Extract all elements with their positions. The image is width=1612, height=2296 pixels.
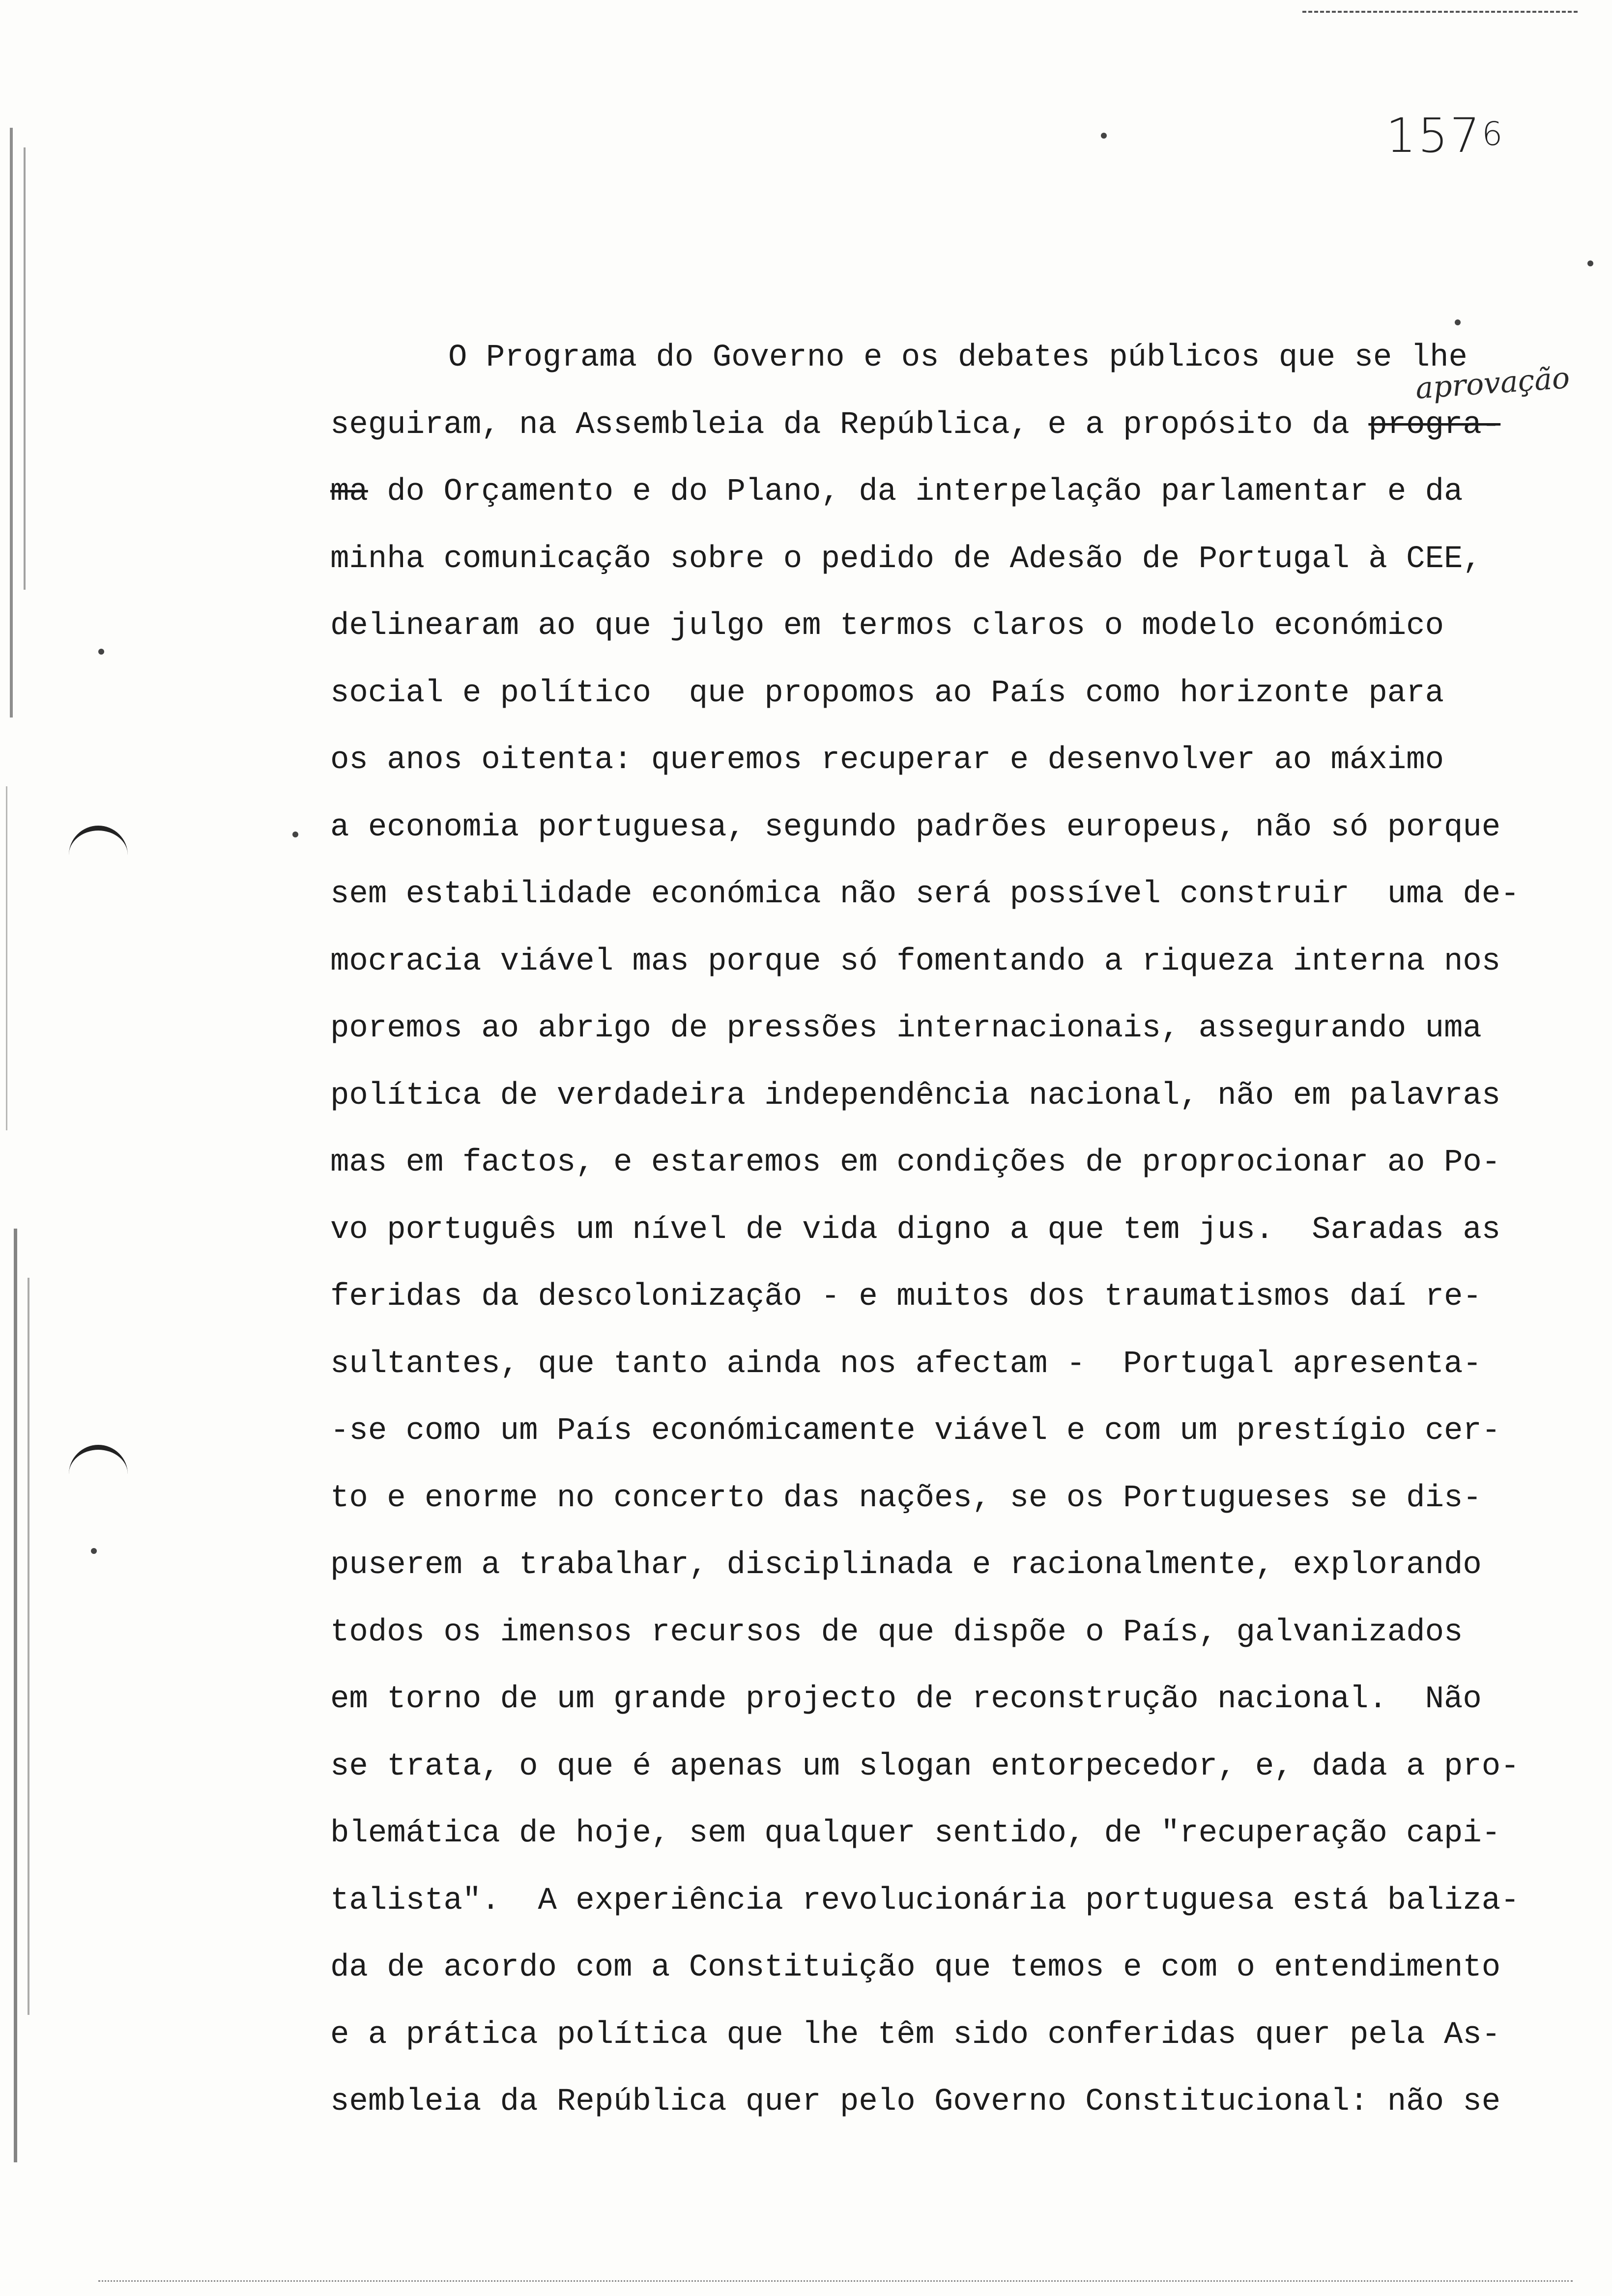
page-number-main: 157 bbox=[1386, 108, 1482, 163]
text-line: os anos oitenta: queremos recuperar e desenvolver ao máximo bbox=[330, 743, 1444, 778]
text-line: sem estabilidade económica não será possível construir uma de- bbox=[330, 877, 1520, 912]
text-line: poremos ao abrigo de pressões internacionais, assegurando uma bbox=[330, 1011, 1482, 1046]
body-paragraph bbox=[330, 324, 1559, 2136]
text-line bbox=[330, 392, 1559, 459]
bottom-edge-rule bbox=[98, 2280, 1573, 2283]
top-edge-rule bbox=[1302, 11, 1578, 15]
handwritten-annotation: aprovação bbox=[1414, 361, 1571, 406]
text-line: mocracia viável mas porque só fomentando a riqueza interna nos bbox=[330, 944, 1501, 979]
text-line: todos os imensos recursos de que dispõe o País, galvanizados bbox=[330, 1614, 1463, 1650]
text-line: e a prática política que lhe têm sido conferidas quer pela As- bbox=[330, 2017, 1501, 2053]
speck bbox=[91, 1548, 97, 1554]
text-line: -se como um País económicamente viável e com um prestígio cer- bbox=[330, 1413, 1501, 1449]
text-line: delinearam ao que julgo em termos claros o modelo económico bbox=[330, 608, 1444, 644]
text-line: da de acordo com a Constituição que temos e com o entendimento bbox=[330, 1950, 1501, 1985]
speck bbox=[292, 832, 298, 837]
struck-word: progra- bbox=[1368, 407, 1501, 443]
text-line: em torno de um grande projecto de reconstrução nacional. Não bbox=[330, 1682, 1482, 1717]
text-line-content: seguiram, na Assembleia da República, e a propósito da bbox=[330, 407, 1369, 443]
text-line: sembleia da República quer pelo Governo Constitucional: não se bbox=[330, 2084, 1501, 2120]
binding-edge bbox=[0, 0, 64, 2296]
page-number-superscript: 6 bbox=[1482, 115, 1505, 153]
text-line: blemática de hoje, sem qualquer sentido, de "recuperação capi- bbox=[330, 1816, 1501, 1851]
speck bbox=[1587, 260, 1593, 266]
punch-hole-mark bbox=[69, 1445, 128, 1479]
struck-word: ma bbox=[330, 474, 368, 510]
punch-hole-mark bbox=[69, 826, 128, 860]
text-line: política de verdadeira independência nacional, não em palavras bbox=[330, 1078, 1501, 1114]
text-line-content: do Orçamento e do Plano, da interpelação parlamentar e da bbox=[387, 474, 1463, 510]
text-line: se trata, o que é apenas um slogan entorpecedor, e, dada a pro- bbox=[330, 1749, 1520, 1784]
text-line: O Programa do Governo e os debates públicos que se lhe bbox=[448, 340, 1468, 375]
text-line: puserem a trabalhar, disciplinada e racionalmente, explorando bbox=[330, 1548, 1482, 1583]
page-number bbox=[1386, 108, 1504, 163]
text-line: minha comunicação sobre o pedido de Adesão de Portugal à CEE, bbox=[330, 541, 1482, 577]
text-line: social e político que propomos ao País como horizonte para bbox=[330, 675, 1444, 711]
text-line: mas em factos, e estaremos em condições de proprocionar ao Po- bbox=[330, 1145, 1501, 1180]
text-line bbox=[330, 459, 1559, 526]
text-line: vo português um nível de vida digno a que tem jus. Saradas as bbox=[330, 1212, 1501, 1248]
speck bbox=[98, 649, 104, 655]
text-line: to e enorme no concerto das nações, se os Portugueses se dis- bbox=[330, 1480, 1482, 1516]
speck bbox=[1101, 133, 1107, 139]
text-line: sultantes, que tanto ainda nos afectam - Portugal apresenta- bbox=[330, 1346, 1482, 1382]
text-line: feridas da descolonização - e muitos dos traumatismos daí re- bbox=[330, 1279, 1482, 1315]
text-line: a economia portuguesa, segundo padrões europeus, não só porque bbox=[330, 809, 1501, 845]
text-line: talista". A experiência revolucionária portuguesa está baliza- bbox=[330, 1883, 1520, 1919]
